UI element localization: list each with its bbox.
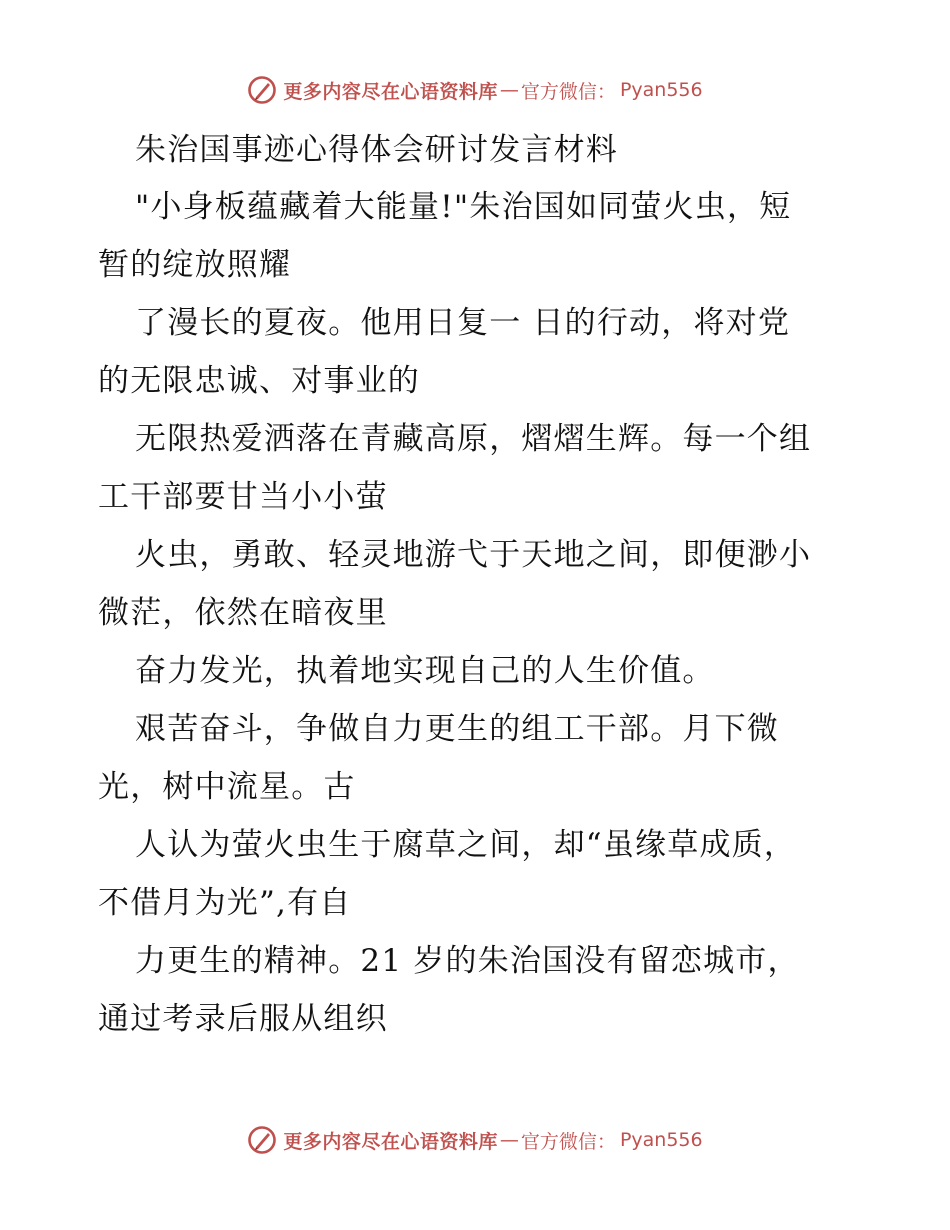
banner-title: 更多内容尽在心语资料库 <box>283 80 498 103</box>
doc-line-7: 火虫，勇敢、轻灵地游弋于天地之间，即便渺小 <box>135 537 812 573</box>
doc-line-8: 微茫，依然在暗夜里 <box>98 595 388 631</box>
pen-logo-icon <box>247 75 277 105</box>
header-banner <box>0 70 950 110</box>
banner-title: 更多内容尽在心语资料库 <box>283 1130 498 1153</box>
doc-title: 朱治国事迹心得体会研讨发言材料 <box>135 132 618 168</box>
doc-line-1: "小身板蕴藏着大能量!"朱治国如同萤火虫，短 <box>135 189 792 225</box>
banner-dash: — <box>499 79 519 101</box>
banner-wechat-id: Pyan556 <box>619 79 703 101</box>
doc-line-11: 光，树中流星。古 <box>98 769 356 805</box>
footer-banner <box>0 1120 950 1160</box>
doc-line-2: 暂的绽放照耀 <box>98 247 292 283</box>
doc-line-5: 无限热爱洒落在青藏高原，熠熠生辉。每一个组 <box>135 421 812 457</box>
doc-line-13: 不借月为光”,有自 <box>98 885 352 921</box>
pen-logo-icon <box>247 1125 277 1155</box>
doc-line-6: 工干部要甘当小小萤 <box>98 479 388 515</box>
banner-wechat-label: 官方微信： <box>520 80 616 103</box>
banner-wechat-id: Pyan556 <box>619 1129 703 1151</box>
doc-line-3: 了漫长的夏夜。他用日复一 日的行动，将对党 <box>135 305 791 341</box>
doc-line-9: 奋力发光，执着地实现自己的人生价值。 <box>135 653 715 689</box>
banner-wechat-label: 官方微信： <box>520 1130 616 1153</box>
doc-line-14: 力更生的精神。21 岁的朱治国没有留恋城市， <box>135 943 800 979</box>
doc-line-12: 人认为萤火虫生于腐草之间，却“虽缘草成质， <box>135 827 797 863</box>
doc-line-15: 通过考录后服从组织 <box>98 1001 388 1037</box>
doc-line-4: 的无限忠诚、对事业的 <box>98 363 420 399</box>
banner-dash: — <box>499 1129 519 1151</box>
doc-line-10: 艰苦奋斗，争做自力更生的组工干部。月下微 <box>135 711 779 747</box>
